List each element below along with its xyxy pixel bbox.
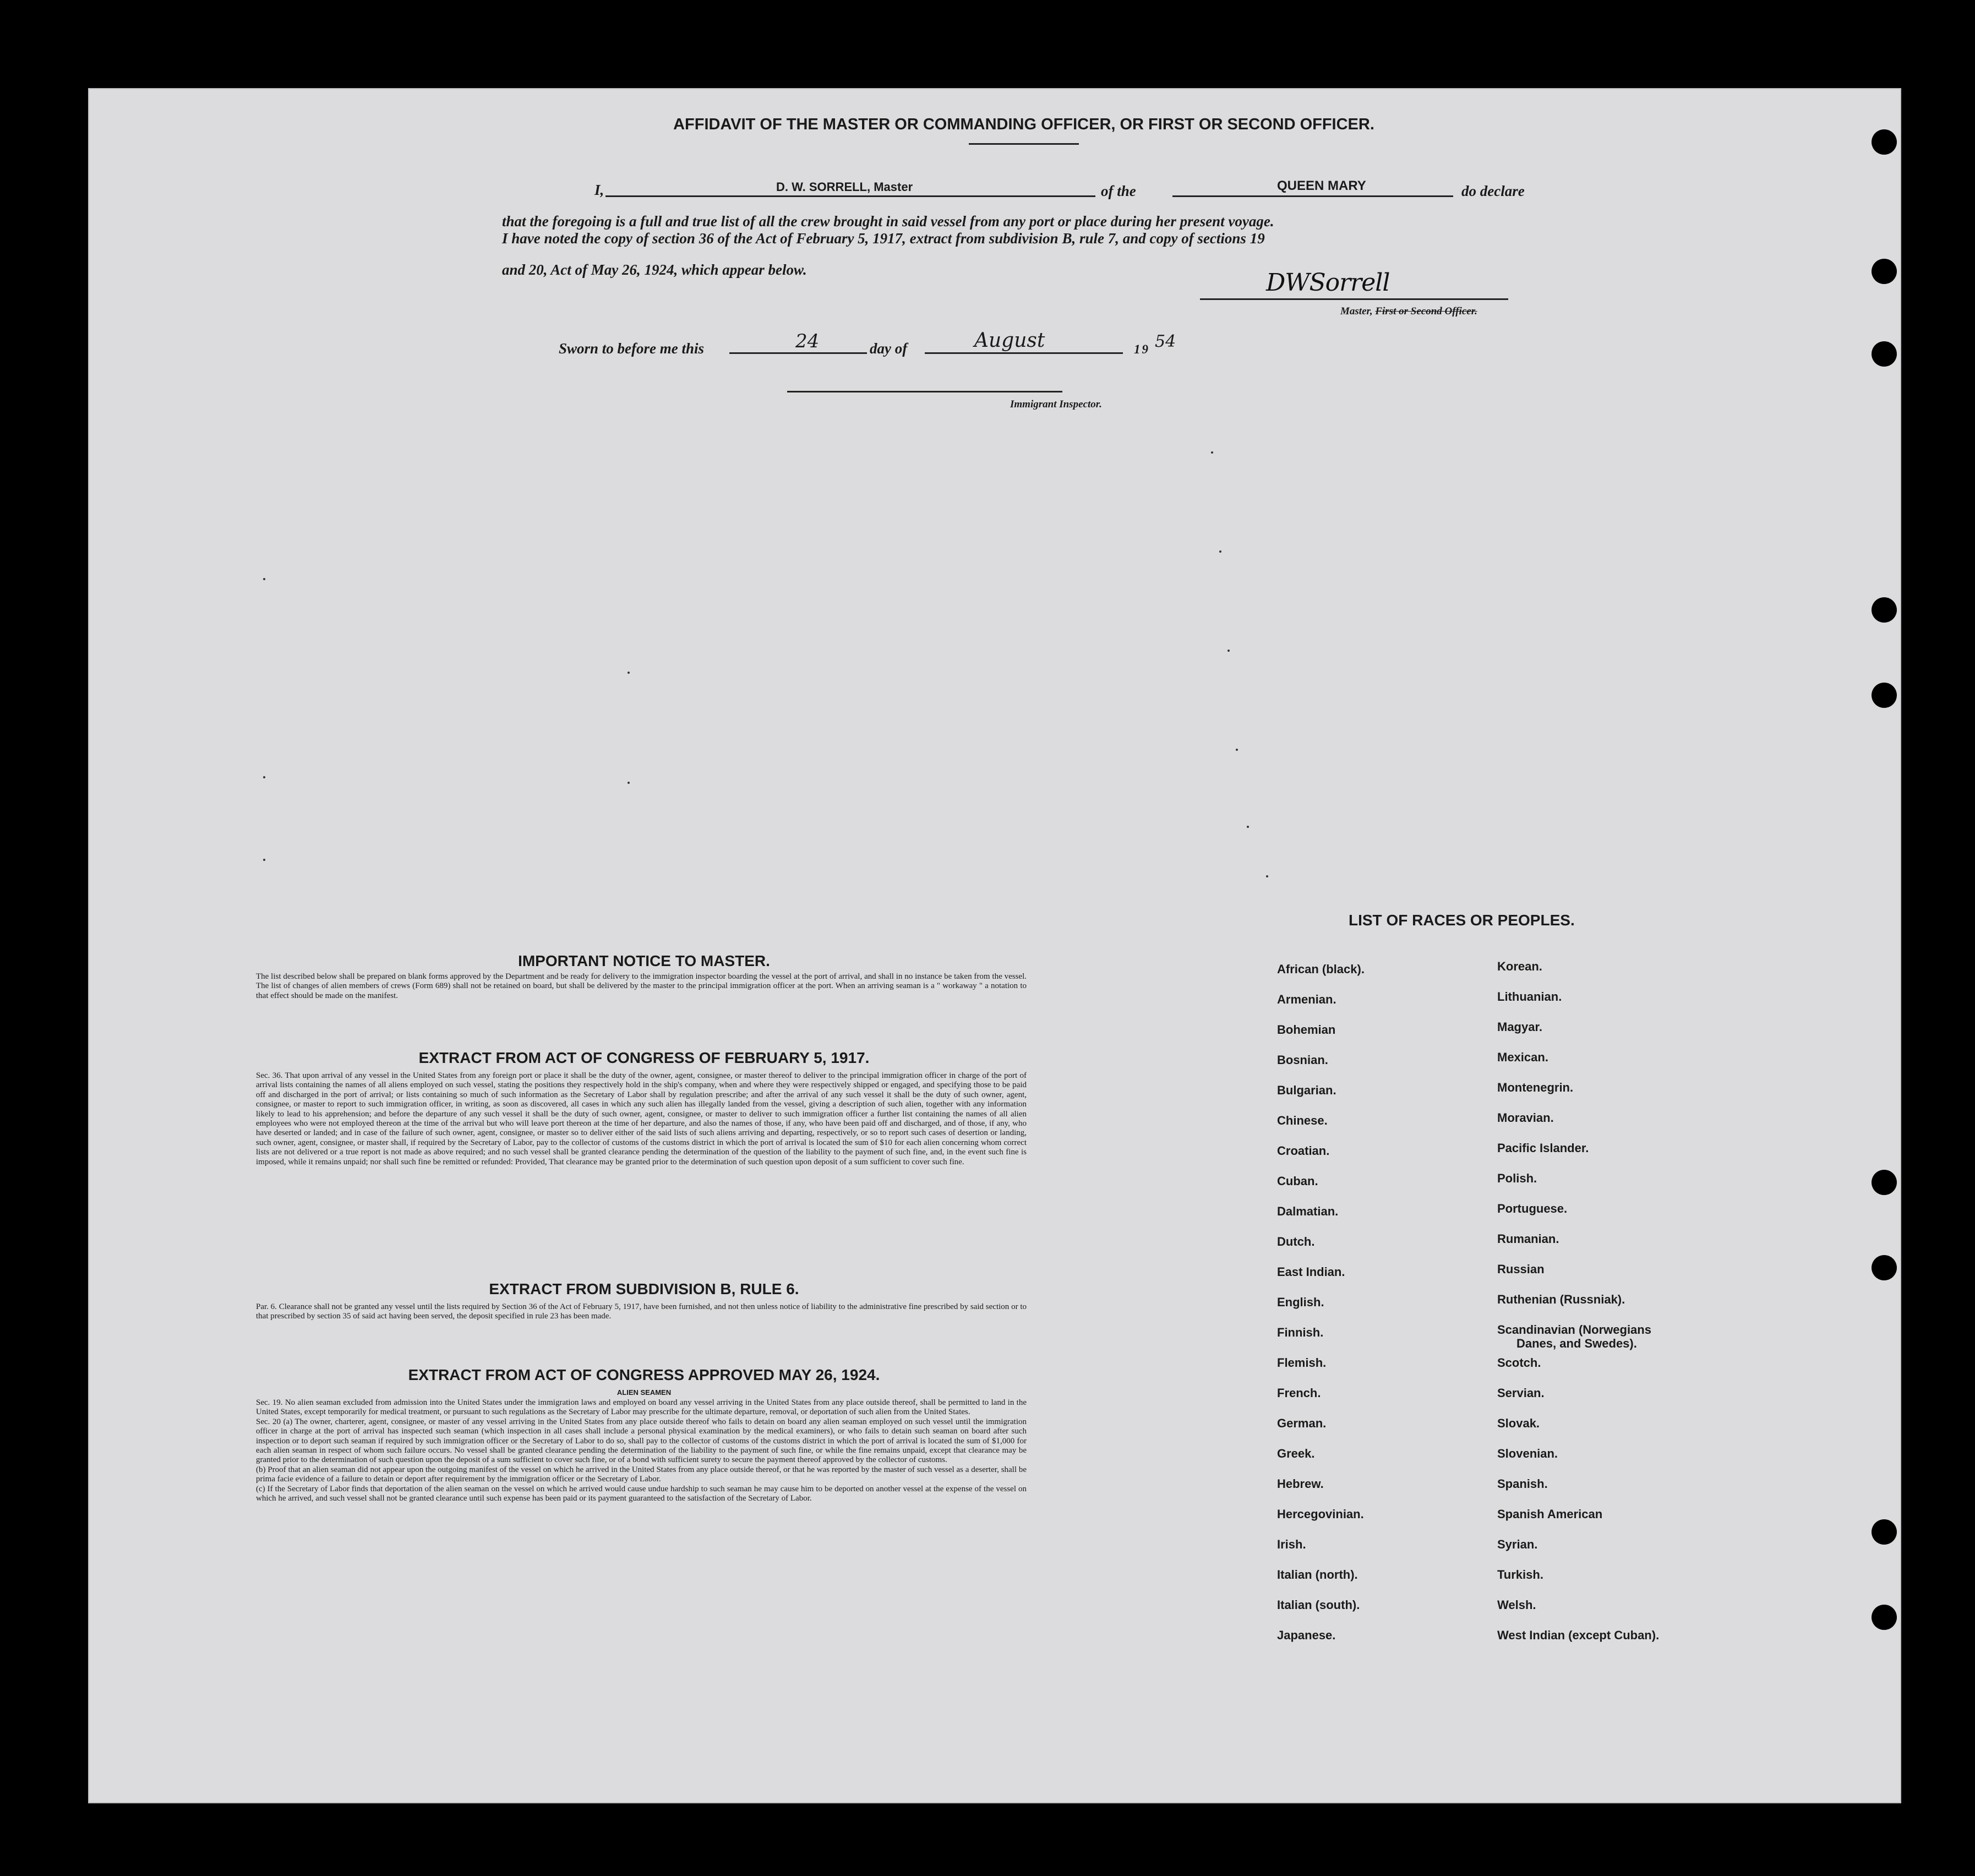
race-item: Magyar. (1497, 1020, 1542, 1034)
race-item: Dalmatian. (1277, 1204, 1339, 1218)
race-item: Armenian. (1277, 992, 1336, 1006)
vessel-line (1172, 195, 1453, 197)
faint-dot (1236, 749, 1238, 751)
inspector-caption: Immigrant Inspector. (1010, 399, 1102, 410)
faint-dot (1266, 875, 1268, 877)
race-item: Portuguese. (1497, 1202, 1568, 1215)
race-item: Rumanian. (1497, 1232, 1559, 1246)
race-item: Chinese. (1277, 1114, 1328, 1127)
i-label: I, (594, 182, 604, 198)
master-signature: DWSorrell (1266, 269, 1390, 297)
day-of-label: day of (870, 340, 908, 357)
punch-hole (1872, 1519, 1897, 1545)
race-item: Hebrew. (1277, 1477, 1324, 1491)
punch-hole (1872, 1605, 1897, 1630)
extract-1924-body (256, 1398, 1027, 1503)
race-item: Bulgarian. (1277, 1083, 1336, 1097)
race-item: Bohemian (1277, 1023, 1336, 1037)
affidavit-title: AFFIDAVIT OF THE MASTER OR COMMANDING OFFICER, OR FIRST OR SECOND OFFICER. (673, 116, 1374, 133)
race-item: Slovenian. (1497, 1447, 1558, 1460)
affidavit-body-line2: I have noted the copy of section 36 of the Act of February 5, 1917, extract from subdivision B, rule 7, and copy of sections 19 (502, 230, 1265, 247)
punch-hole (1872, 597, 1897, 623)
signer-caption-struck: First or Second Officer. (1375, 306, 1477, 317)
race-item: Italian (south). (1277, 1598, 1360, 1612)
punch-hole (1872, 259, 1897, 284)
affidavit-body-line1: that the foregoing is a full and true list of all the crew brought in said vessel from any port or place during her present voyage. (502, 213, 1274, 230)
punch-hole (1872, 341, 1897, 367)
extract-1917-text: Sec. 36. That upon arrival of any vessel in the United States from any foreign port or place it shall be the duty of the owner, agent, consignee, or master thereof to deliver to the principal immigration officer in charge of the port of arrival lists containing the names of all aliens employed on such vessel, stating the positions they respectively hold in the ship's company, when and where they were respectively shipped or engaged, and specifying those to be paid off and discharged in the port of arrival; or lists containing so much of such information as the Secretary of Labor shall by regulation prescribe; and after the arrival of any such vessel it shall be the duty of such owner, agent, consignee, or master to report to such immigration officer, in writing, as soon as discovered, all cases in which any such alien has illegally landed from the vessel, giving a description of such alien, together with any information likely to lead to his apprehension; and before the departure of any such vessel it shall be the duty of such owner, agent, consignee, or master to deliver to such immigration officer a further list containing the names of all alien employees who were not employed thereon at the time of the arrival but who will leave port thereon at the time of her departure, and also the names of those, if any, who have been paid off and discharged, and of those, if any, who have deserted or landed; and in case of the failure of such owner, agent, consignee, or master so to deliver either of the said lists of such aliens arriving and departing, respectively, or so to report such cases of desertion or landing, such owner, agent, consignee, or master shall, if required by the Secretary of Labor, pay to the collector of customs of the customs district in which the port of arrival is located the sum of $10 for each alien concerning whom correct lists are not delivered or a true report is not made as above required; and no such vessel shall be granted clearance pending the determination of the question of the liability to the payment of such fine, and, in the event such fine is imposed, while it remains unpaid; nor shall such fine be remitted or refunded: Provided, That clearance may be granted prior to the determination of such question upon deposit of a sum sufficient to cover such fine. (256, 1071, 1027, 1166)
race-item: Hercegovinian. (1277, 1507, 1364, 1521)
race-item: German. (1277, 1416, 1327, 1430)
faint-dot (263, 776, 265, 778)
races-title: LIST OF RACES OR PEOPLES. (1349, 912, 1575, 929)
signature-line (1200, 298, 1508, 300)
faint-dot (1219, 550, 1221, 553)
race-item: Welsh. (1497, 1598, 1536, 1612)
race-item: African (black). (1277, 962, 1365, 976)
race-item: Scandinavian (Norwegians (1497, 1323, 1651, 1337)
sec-20a-text: Sec. 20 (a) The owner, charterer, agent, consignee, or master of any vessel arriving in the United States from any place outside thereof who fails to detain on board any alien seaman employed on such vessel until the immigration officer in charge at the port of arrival has inspected such seaman (which inspection in all cases shall include a personal physical examination by the medical examiners), or who fails to detain such seaman on board after such inspection or to deport such seaman if required by such immigration officer or the Secretary of Labor to do so, shall pay to the collector of customs of the customs district in which the port of arrival is located the sum of $1,000 for each alien seaman in respect of whom such failure occurs. No vessel shall be granted clearance pending the determination of the liability to the payment of such fine, or while the fine remains unpaid, except that clearance may be granted prior to the determination of such question upon the deposit of a sum sufficient to cover such fine, or of a bond with sufficient surety to secure the payment thereof approved by the collector of customs. (256, 1417, 1027, 1465)
faint-dot (1227, 650, 1230, 652)
do-declare-label: do declare (1461, 183, 1525, 199)
inspector-line (787, 391, 1062, 392)
sworn-month-line (925, 352, 1123, 354)
sworn-day: 24 (795, 330, 820, 352)
year-prefix: 19 (1134, 342, 1150, 356)
sworn-month: August (974, 329, 1045, 352)
race-item: Flemish. (1277, 1356, 1327, 1370)
race-item: Finnish. (1277, 1326, 1324, 1339)
rule6-text: Par. 6. Clearance shall not be granted any vessel until the lists required by Section 36 of the Act of February 5, 1917, have been furnished, and not then unless notice of liability to the administrative fine prescribed by said section or to that prescribed by section 35 of said act having been served, the deposit specified in rule 23 has been made. (256, 1302, 1027, 1321)
race-item: Scotch. (1497, 1356, 1541, 1370)
notice-text: The list described below shall be prepared on blank forms approved by the Department and be ready for delivery to the immigration inspector boarding the vessel at the port of arrival, and shall in no instance be taken from the vessel. The list of changes of alien members of crews (Form 689) shall not be retained on board, but shall be delivered by the master to the principal immigration officer at the port. When an arriving seaman is a " workaway " a notation to that effect should be made on the manifest. (256, 972, 1027, 1000)
title-rule (969, 143, 1079, 145)
race-item: Slovak. (1497, 1416, 1540, 1430)
race-item: Cuban. (1277, 1174, 1318, 1188)
race-item: Mexican. (1497, 1050, 1548, 1064)
extract-1917-title: EXTRACT FROM ACT OF CONGRESS OF FEBRUARY 5, 1917. (418, 1049, 870, 1066)
affidavit-body-line3: and 20, Act of May 26, 1924, which appear below. (502, 261, 807, 278)
faint-dot (263, 578, 265, 580)
extract-1924-title: EXTRACT FROM ACT OF CONGRESS APPROVED MAY 26, 1924. (408, 1366, 880, 1383)
sworn-label: Sworn to before me this (559, 340, 705, 357)
race-item: Turkish. (1497, 1568, 1543, 1581)
race-item: Dutch. (1277, 1235, 1315, 1248)
signer-caption (1340, 306, 1477, 318)
punch-hole (1872, 1170, 1897, 1195)
race-item: Korean. (1497, 959, 1542, 973)
race-item: Irish. (1277, 1537, 1306, 1551)
rule6-title: EXTRACT FROM SUBDIVISION B, RULE 6. (489, 1280, 799, 1297)
punch-hole (1872, 683, 1897, 708)
punch-hole (1872, 129, 1897, 155)
race-item: Polish. (1497, 1171, 1537, 1185)
sec-20c-text: (c) If the Secretary of Labor finds that deportation of the alien seaman on the vessel on which he arrived would cause undue hardship to such seaman he may cause him to be deported on another vessel at the expense of the vessel on which he arrived, and such vessel shall not be granted clearance until such expense has been paid or its payment guaranteed to the satisfaction of the Secretary of Labor. (256, 1484, 1027, 1503)
notice-title: IMPORTANT NOTICE TO MASTER. (518, 952, 770, 969)
master-name-line (605, 195, 1095, 197)
race-item: West Indian (except Cuban). (1497, 1628, 1660, 1642)
year-suffix: 54 (1155, 332, 1176, 351)
race-item: East Indian. (1277, 1265, 1345, 1279)
faint-dot (263, 859, 265, 861)
sworn-day-line (729, 352, 867, 354)
race-item: Moravian. (1497, 1111, 1554, 1125)
race-item: Greek. (1277, 1447, 1315, 1460)
race-item: Ruthenian (Russniak). (1497, 1293, 1625, 1306)
race-item: Italian (north). (1277, 1568, 1358, 1581)
faint-dot (628, 782, 630, 784)
faint-dot (1247, 826, 1249, 828)
race-item: Montenegrin. (1497, 1081, 1574, 1094)
master-name: D. W. SORRELL, Master (776, 180, 913, 194)
race-item: French. (1277, 1386, 1321, 1400)
vessel-name: QUEEN MARY (1277, 178, 1366, 193)
of-the-label: of the (1101, 183, 1136, 199)
sec-20b-text: (b) Proof that an alien seaman did not appear upon the outgoing manifest of the vessel on which he arrived in the United States from any place outside thereof, or that he was reported by the master of such vessel as a deserter, shall be prima facie evidence of a failure to detain or deport after requirement by the immigration officer or the Secretary of Labor. (256, 1465, 1027, 1484)
signer-caption-master: Master, (1340, 306, 1376, 317)
race-item: Syrian. (1497, 1537, 1538, 1551)
race-item: Danes, and Swedes). (1516, 1337, 1637, 1350)
race-item: Pacific Islander. (1497, 1141, 1589, 1155)
race-item: Servian. (1497, 1386, 1545, 1400)
race-item: Russian (1497, 1262, 1545, 1276)
alien-seamen-subtitle: ALIEN SEAMEN (616, 1388, 672, 1397)
sec-19-text: Sec. 19. No alien seaman excluded from admission into the United States under the immigration laws and employed on board any vessel arriving in the United States from any place outside thereof, shall be permitted to land in the United States, except temporarily for medical treatment, or pursuant to such regulations as the Secretary of Labor may prescribe for the ultimate departure, removal, or deportation of such alien from the United States. (256, 1398, 1027, 1417)
race-item: Spanish American (1497, 1507, 1603, 1521)
punch-hole (1872, 1255, 1897, 1280)
race-item: Bosnian. (1277, 1053, 1328, 1067)
race-item: Japanese. (1277, 1628, 1336, 1642)
faint-dot (628, 672, 630, 674)
race-item: Croatian. (1277, 1144, 1330, 1158)
race-item: Lithuanian. (1497, 990, 1562, 1004)
race-item: English. (1277, 1295, 1324, 1309)
faint-dot (1211, 451, 1213, 454)
race-item: Spanish. (1497, 1477, 1548, 1491)
